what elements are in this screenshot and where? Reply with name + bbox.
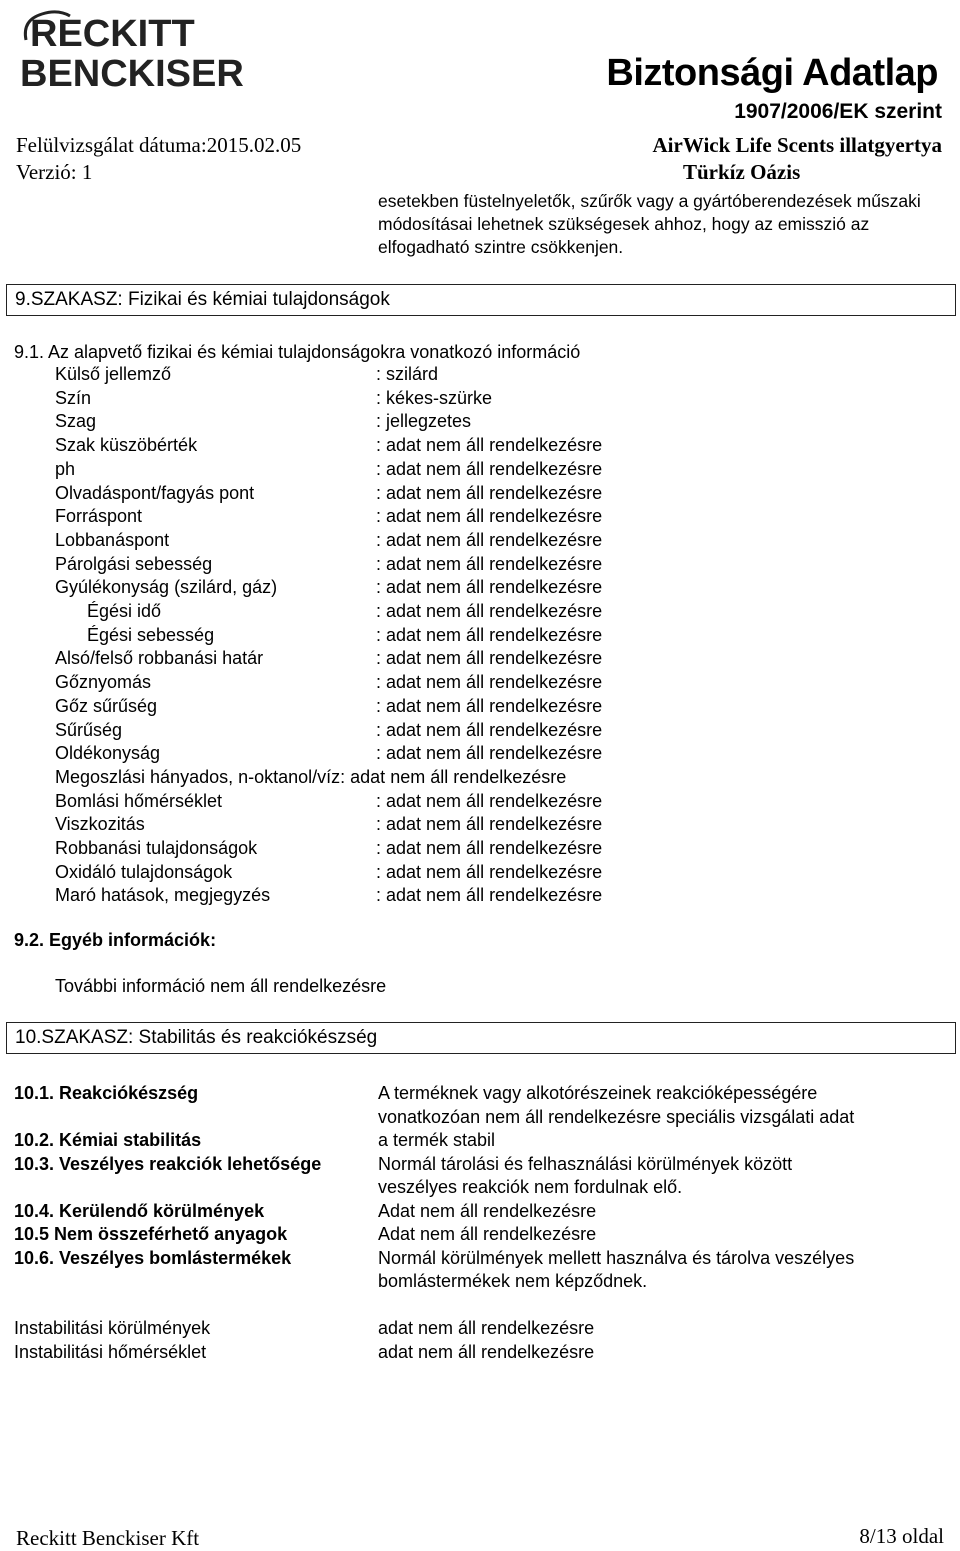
reactivity-label: 10.6. Veszélyes bomlástermékek: [14, 1248, 292, 1268]
property-name: Alsó/felső robbanási határ: [55, 648, 264, 668]
regulation-reference: 1907/2006/EK szerint: [734, 100, 942, 123]
reactivity-label: 10.4. Kerülendő körülmények: [14, 1201, 265, 1221]
logo-text-line1: RECKITT: [30, 13, 195, 55]
reactivity-label: 10.2. Kémiai stabilitás: [14, 1130, 202, 1150]
property-value: : adat nem áll rendelkezésre: [376, 554, 603, 574]
subsection-9-1-title: 9.1. Az alapvető fizikai és kémiai tulajdonságokra vonatkozó információ: [14, 342, 581, 362]
reactivity-label: 10.3. Veszélyes reakciók lehetősége: [14, 1154, 322, 1174]
property-name: Gyúlékonyság (szilárd, gáz): [55, 577, 278, 597]
property-value: : adat nem áll rendelkezésre: [376, 577, 603, 597]
property-name: Égési idő: [87, 601, 162, 621]
property-value: : adat nem áll rendelkezésre: [376, 885, 603, 905]
property-value: : adat nem áll rendelkezésre: [376, 435, 603, 455]
reckitt-benckiser-logo: [18, 6, 250, 96]
property-value: : szilárd: [376, 364, 439, 384]
review-date: Felülvizsgálat dátuma:2015.02.05: [16, 133, 302, 157]
section-9-header: [6, 284, 956, 316]
property-value: : adat nem áll rendelkezésre: [376, 791, 603, 811]
footer-company: Reckitt Benckiser Kft: [16, 1526, 200, 1550]
instability-label: Instabilitási hőmérséklet: [14, 1342, 207, 1362]
property-value: : adat nem áll rendelkezésre: [376, 459, 603, 479]
property-name: Külső jellemző: [55, 364, 172, 384]
property-name: Égési sebesség: [87, 625, 215, 645]
reactivity-value: A terméknek vagy alkotórészeinek reakcióképességére: [378, 1083, 818, 1103]
property-value: : adat nem áll rendelkezésre: [376, 625, 603, 645]
property-value: : adat nem áll rendelkezésre: [376, 506, 603, 526]
property-name: Viszkozitás: [55, 814, 145, 834]
property-value: : adat nem áll rendelkezésre: [376, 814, 603, 834]
property-name: ph: [55, 459, 76, 479]
reactivity-label: 10.1. Reakciókészség: [14, 1083, 199, 1103]
property-name: Olvadáspont/fagyás pont: [55, 483, 255, 503]
property-value: : adat nem áll rendelkezésre: [376, 648, 603, 668]
continuation-text: esetekben füstelnyeletők, szűrők vagy a gyártóberendezések műszaki módosításai lehetnek szükségesek ahhoz, hogy az emisszió az elfogadható szintre csökkenjen.: [378, 191, 921, 257]
property-name: Gőznyomás: [55, 672, 152, 692]
property-value: : adat nem áll rendelkezésre: [376, 862, 603, 882]
property-name: Gőz sűrűség: [55, 696, 158, 716]
subsection-9-2-title: 9.2. Egyéb információk:: [14, 930, 217, 950]
property-name: Párolgási sebesség: [55, 554, 213, 574]
document-title: Biztonsági Adatlap: [606, 52, 938, 94]
property-name: Szak küszöbérték: [55, 435, 198, 455]
reactivity-value: vonatkozóan nem áll rendelkezésre speciális vizsgálati adat: [378, 1107, 855, 1127]
instability-label: Instabilitási körülmények: [14, 1318, 211, 1338]
version: Verzió: 1: [16, 160, 93, 184]
reactivity-value: bomlástermékek nem képződnek.: [378, 1271, 648, 1291]
property-value: : adat nem áll rendelkezésre: [376, 530, 603, 550]
property-name: Oxidáló tulajdonságok: [55, 862, 233, 882]
property-name: Szag: [55, 411, 97, 431]
property-name: Robbanási tulajdonságok: [55, 838, 258, 858]
property-name: Megoszlási hányados, n-oktanol/víz: adat nem áll rendelkezésre: [55, 767, 567, 787]
property-value: : adat nem áll rendelkezésre: [376, 696, 603, 716]
instability-value: adat nem áll rendelkezésre: [378, 1318, 595, 1338]
property-name: Sűrűség: [55, 720, 123, 740]
footer-page-number: 8/13 oldal: [859, 1524, 944, 1548]
more-info-text: További információ nem áll rendelkezésre: [55, 976, 387, 996]
instability-value: adat nem áll rendelkezésre: [378, 1342, 595, 1362]
reactivity-value: a termék stabil: [378, 1130, 496, 1150]
product-variant: Türkíz Oázis: [683, 160, 801, 184]
reactivity-value: Normál körülmények mellett használva és tárolva veszélyes: [378, 1248, 855, 1268]
property-value: : jellegzetes: [376, 411, 472, 431]
property-value: : kékes-szürke: [376, 388, 493, 408]
property-value: : adat nem áll rendelkezésre: [376, 483, 603, 503]
property-name: Forráspont: [55, 506, 143, 526]
property-name: Szín: [55, 388, 92, 408]
section-10-header: [6, 1022, 956, 1054]
property-name: Oldékonyság: [55, 743, 161, 763]
property-value: : adat nem áll rendelkezésre: [376, 672, 603, 692]
property-name: Maró hatások, megjegyzés: [55, 885, 271, 905]
reactivity-label: 10.5 Nem összeférhető anyagok: [14, 1224, 288, 1244]
reactivity-value: Adat nem áll rendelkezésre: [378, 1201, 597, 1221]
section-10-title: 10.SZAKASZ: Stabilitás és reakciókészség: [15, 1027, 378, 1048]
reactivity-value: Adat nem áll rendelkezésre: [378, 1224, 597, 1244]
property-value: : adat nem áll rendelkezésre: [376, 838, 603, 858]
property-value: : adat nem áll rendelkezésre: [376, 743, 603, 763]
property-name: Lobbanáspont: [55, 530, 170, 550]
property-value: : adat nem áll rendelkezésre: [376, 720, 603, 740]
reactivity-value: Normál tárolási és felhasználási körülmények között: [378, 1154, 793, 1174]
reactivity-value: veszélyes reakciók nem fordulnak elő.: [378, 1177, 683, 1197]
property-value: : adat nem áll rendelkezésre: [376, 601, 603, 621]
property-name: Bomlási hőmérséklet: [55, 791, 223, 811]
logo-text-line2: BENCKISER: [20, 53, 244, 95]
section-9-title: 9.SZAKASZ: Fizikai és kémiai tulajdonságok: [15, 289, 390, 310]
product-name: AirWick Life Scents illatgyertya: [652, 133, 942, 157]
